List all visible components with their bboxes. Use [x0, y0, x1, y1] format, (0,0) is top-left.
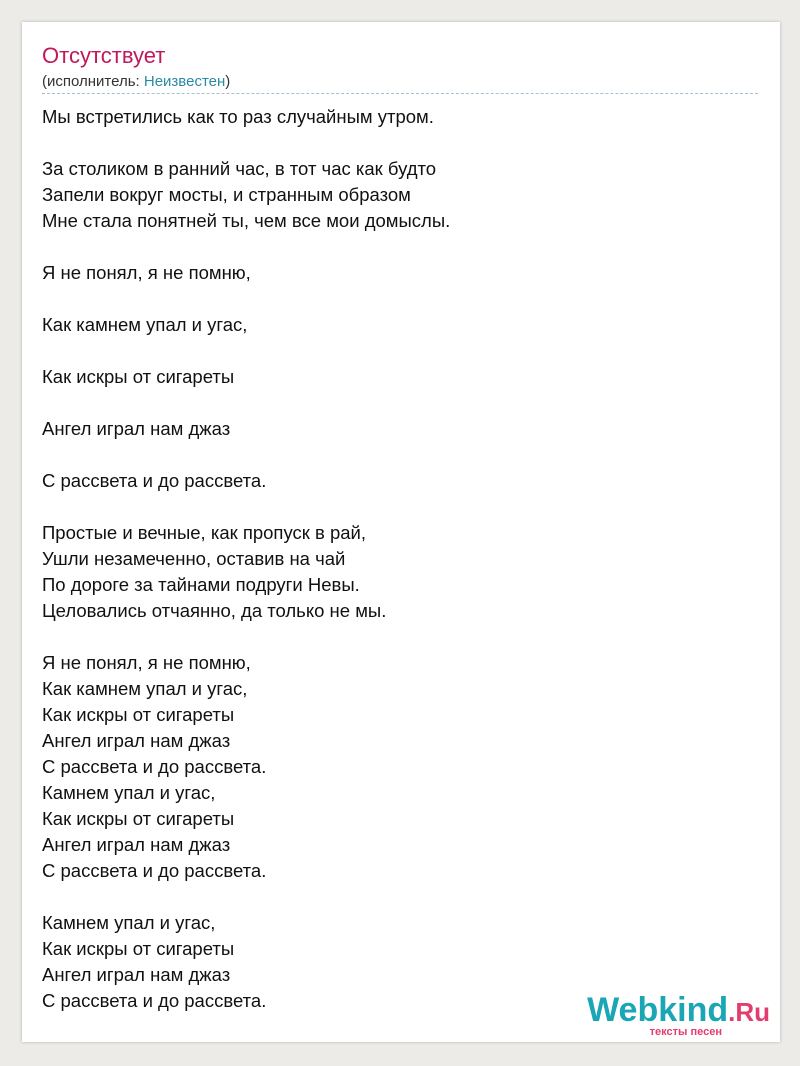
- lyric-line: [42, 286, 450, 312]
- logo-domain: .Ru: [728, 997, 770, 1027]
- lyric-line: Ангел играл нам джаз: [42, 418, 231, 439]
- lyric-line: Ангел играл нам джаз: [42, 834, 231, 855]
- lyrics-page: [22, 22, 780, 1042]
- lyrics-text: [42, 104, 450, 1014]
- lyric-line: Камнем упал и угас,: [42, 912, 216, 933]
- site-logo[interactable]: [580, 992, 770, 1036]
- lyric-line: [42, 494, 450, 520]
- lyric-line: Целовались отчаянно, да только не мы.: [42, 600, 387, 621]
- lyric-line: С рассвета и до рассвета.: [42, 990, 267, 1011]
- lyric-line: С рассвета и до рассвета.: [42, 860, 267, 881]
- lyric-line: [42, 884, 450, 910]
- lyric-line: Я не понял, я не помню,: [42, 262, 251, 283]
- lyric-line: Ангел играл нам джаз: [42, 964, 231, 985]
- lyric-line: Запели вокруг мосты, и странным образом: [42, 184, 411, 205]
- artist-line: [42, 72, 230, 92]
- lyric-line: [42, 234, 450, 260]
- lyric-line: С рассвета и до рассвета.: [42, 470, 267, 491]
- lyric-line: Я не понял, я не помню,: [42, 652, 251, 673]
- lyric-line: Мы встретились как то раз случайным утром.: [42, 106, 434, 127]
- lyric-line: Как искры от сигареты: [42, 366, 235, 387]
- lyric-line: [42, 624, 450, 650]
- lyric-line: Камнем упал и угас,: [42, 782, 216, 803]
- lyric-line: Как камнем упал и угас,: [42, 314, 248, 335]
- logo-main-text: Webkind: [587, 991, 729, 1029]
- song-title: Отсутствует: [42, 43, 166, 68]
- title-divider: [42, 93, 758, 94]
- lyric-line: Как искры от сигареты: [42, 808, 235, 829]
- lyric-line: С рассвета и до рассвета.: [42, 756, 267, 777]
- lyric-line: [42, 390, 450, 416]
- lyric-line: [42, 130, 450, 156]
- lyric-line: [42, 338, 450, 364]
- lyric-line: По дороге за тайнами подруги Невы.: [42, 574, 360, 595]
- lyric-line: [42, 442, 450, 468]
- lyric-line: Как искры от сигареты: [42, 704, 235, 725]
- lyric-line: Простые и вечные, как пропуск в рай,: [42, 522, 366, 543]
- lyric-line: Ангел играл нам джаз: [42, 730, 231, 751]
- artist-link[interactable]: Неизвестен: [143, 73, 226, 90]
- logo-tagline: тексты песен: [649, 1026, 722, 1038]
- lyric-line: Ушли незамеченно, оставив на чай: [42, 548, 346, 569]
- artist-suffix: ): [225, 73, 231, 90]
- lyric-line: Мне стала понятней ты, чем все мои домыслы.: [42, 210, 451, 231]
- lyric-line: За столиком в ранний час, в тот час как будто: [42, 158, 437, 179]
- lyric-line: Как камнем упал и угас,: [42, 678, 248, 699]
- lyric-line: Как искры от сигареты: [42, 938, 235, 959]
- logo-wordmark: [587, 992, 770, 1030]
- artist-prefix: (исполнитель:: [42, 73, 144, 90]
